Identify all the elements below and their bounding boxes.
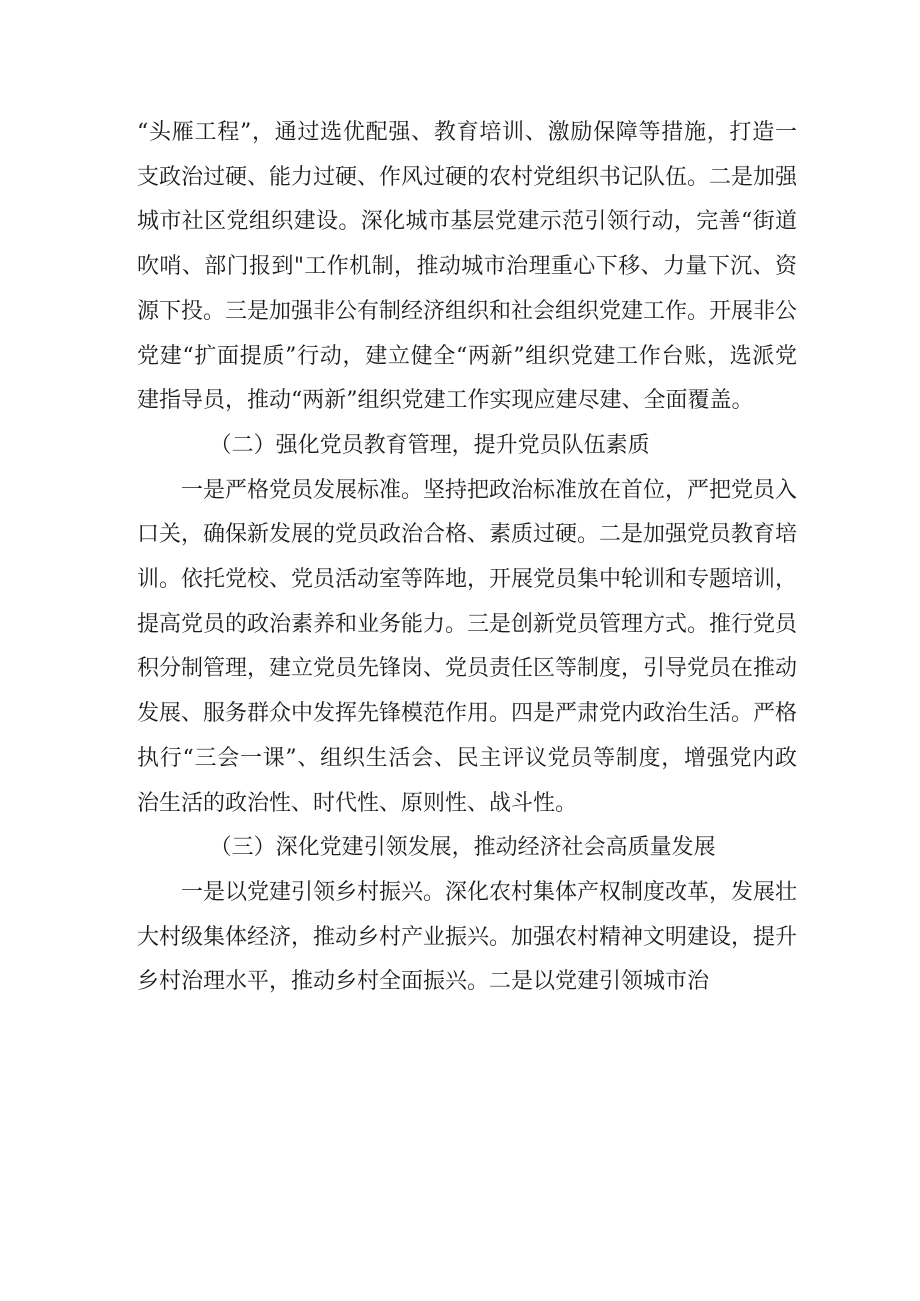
section-heading-2: （二）强化党员教育管理，提升党员队伍素质 <box>209 432 650 458</box>
paragraph-continued-town-village-organization: “头雁工程”，通过选优配强、教育培训、激励保障等措施，打造一支政治过硬、能力过硬、作风过硬的农村党组织书记队伍。二是加强城市社区党组织建设。深化城市基层党建示范引领行动，完善“街道吹哨、部门报到"工作机制，推动城市治理重心下移、力量下沉、资源下投。三是加强非公有制经济组织和社会组织党建工作。开展非公党建“扩面提质”行动，建立健全“两新”组织党建工作台账，选派党建指导员，推动“两新”组织党建工作实现应建尽建、全面覆盖。 <box>137 120 798 414</box>
paragraph-rural-revitalization: 一是以党建引领乡村振兴。深化农村集体产权制度改革，发展壮大村级集体经济，推动乡村产业振兴。加强农村精神文明建设，提升乡村治理水平，推动乡村全面振兴。二是以党建引领城市治 <box>137 879 798 995</box>
document-body <box>137 111 797 1005</box>
paragraph-party-member-education: 一是严格党员发展标准。坚持把政治标准放在首位，严把党员入口关，确保新发展的党员政治合格、素质过硬。二是加强党员教育培训。依托党校、党员活动室等阵地，开展党员集中轮训和专题培训，提高党员的政治素养和业务能力。三是创新党员管理方式。推行党员积分制管理，建立党员先锋岗、党员责任区等制度，引导党员在推动发展、服务群众中发挥先锋模范作用。四是严肃党内政治生活。严格执行“三会一课”、组织生活会、民主评议党员等制度，增强党内政治生活的政治性、时代性、原则性、战斗性。 <box>137 477 798 816</box>
section-heading-3: （三）深化党建引领发展，推动经济社会高质量发展 <box>209 835 716 861</box>
